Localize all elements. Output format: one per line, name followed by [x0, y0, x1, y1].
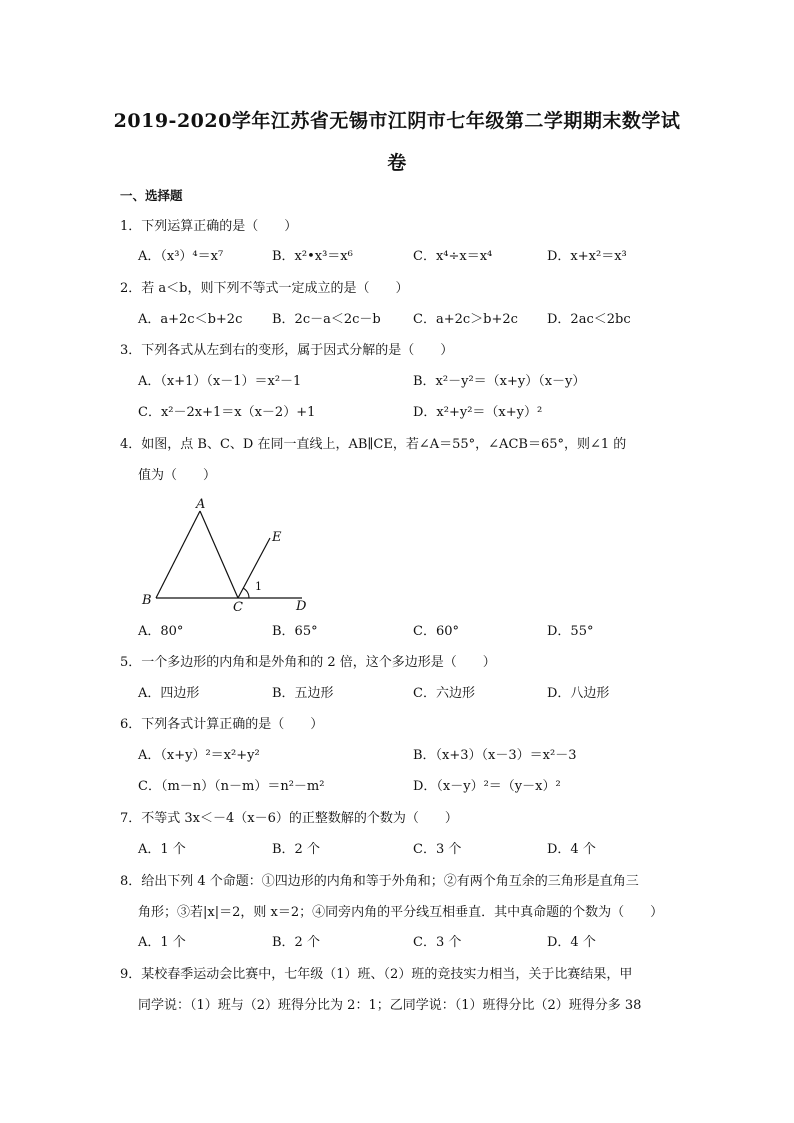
question-4-option-b: B．65°	[272, 624, 318, 639]
label-a: A	[196, 497, 206, 512]
question-8-option-d: D．4 个	[547, 935, 596, 950]
question-7-option-a: A．1 个	[138, 842, 186, 857]
segment-ab	[156, 511, 200, 598]
question-4-stem-line2: 值为（ ）	[138, 468, 217, 483]
question-6-stem: 6．下列各式计算正确的是（ ）	[120, 717, 324, 732]
question-1-option-b: B．x²•x³＝x⁶	[272, 249, 353, 264]
question-2-stem: 2．若 a＜b，则下列不等式一定成立的是（ ）	[120, 281, 409, 296]
question-8-option-c: C．3 个	[413, 935, 462, 950]
question-2-option-a: A．a+2c＜b+2c	[138, 312, 243, 327]
question-8-option-b: B．2 个	[272, 935, 320, 950]
question-3-option-a: A．（x+1）（x－1）＝x²－1	[138, 374, 302, 389]
question-3-stem: 3．下列各式从左到右的变形，属于因式分解的是（ ）	[120, 343, 454, 358]
exam-title-line2: 卷	[387, 152, 407, 174]
question-6-option-d: D．（x－y）²＝（y－x）²	[413, 779, 561, 794]
question-7-stem: 7．不等式 3x＜－4（x－6）的正整数解的个数为（ ）	[120, 811, 458, 826]
ray-ce	[238, 538, 270, 598]
question-4-option-a: A．80°	[138, 624, 184, 639]
question-3-option-b: B．x²－y²＝（x+y）（x－y）	[413, 374, 586, 389]
question-2-option-c: C．a+2c＞b+2c	[413, 312, 518, 327]
label-c: C	[233, 600, 243, 615]
question-3-option-d: D．x²+y²＝（x+y）²	[413, 405, 543, 420]
label-b: B	[142, 593, 152, 608]
question-7-option-d: D．4 个	[547, 842, 596, 857]
question-9-stem-line1: 9．某校春季运动会比赛中，七年级（1）班、（2）班的竞技实力相当，关于比赛结果，甲	[120, 967, 633, 982]
question-1-stem: 1．下列运算正确的是（ ）	[120, 219, 298, 234]
question-9-stem-line2: 同学说：（1）班与（2）班得分比为 2：1；乙同学说：（1）班得分比（2）班得分多 38	[138, 998, 642, 1013]
question-2-option-d: D．2ac＜2bc	[547, 312, 631, 327]
label-e: E	[272, 530, 282, 545]
question-5-option-c: C．六边形	[413, 686, 475, 701]
question-8-stem-line1: 8．给出下列 4 个命题：①四边形的内角和等于外角和；②有两个角互余的三角形是直角三	[120, 874, 639, 889]
question-5-option-a: A．四边形	[138, 686, 200, 701]
question-3-option-c: C．x²－2x+1＝x（x－2）+1	[138, 405, 316, 420]
question-6-option-a: A．（x+y）²＝x²+y²	[138, 748, 260, 763]
question-8-stem-line2: 角形；③若|x|＝2，则 x＝2；④同旁内角的平分线互相垂直．其中真命题的个数为（ ）	[138, 905, 664, 920]
question-6-option-b: B．（x+3）（x－3）＝x²－3	[413, 748, 577, 763]
label-angle-1: 1	[255, 580, 262, 593]
exam-title-line1: 2019-2020学年江苏省无锡市江阴市七年级第二学期期末数学试	[113, 110, 681, 132]
segment-ac	[200, 511, 238, 598]
question-7-option-b: B．2 个	[272, 842, 320, 857]
angle-1-arc	[243, 588, 249, 598]
label-d: D	[296, 599, 307, 614]
question-1-option-c: C．x⁴÷x＝x⁴	[413, 249, 493, 264]
question-2-option-b: B．2c－a＜2c－b	[272, 312, 381, 327]
section-heading: 一、选择题	[120, 188, 183, 203]
question-4-option-d: D．55°	[547, 624, 594, 639]
question-5-option-b: B．五边形	[272, 686, 334, 701]
question-1-option-d: D．x+x²＝x³	[547, 249, 627, 264]
question-4-figure	[138, 495, 328, 615]
question-4-option-c: C．60°	[413, 624, 459, 639]
question-8-option-a: A．1 个	[138, 935, 186, 950]
question-5-option-d: D．八边形	[547, 686, 610, 701]
question-5-stem: 5．一个多边形的内角和是外角和的 2 倍，这个多边形是（ ）	[120, 655, 496, 670]
question-4-stem-line1: 4．如图，点 B、C、D 在同一直线上，AB∥CE，若∠A＝55°，∠ACB＝65°，则∠1 的	[120, 437, 627, 452]
question-6-option-c: C．（m－n）（n－m）＝n²－m²	[138, 779, 325, 794]
question-7-option-c: C．3 个	[413, 842, 462, 857]
question-1-option-a: A．（x³）⁴＝x⁷	[138, 249, 224, 264]
